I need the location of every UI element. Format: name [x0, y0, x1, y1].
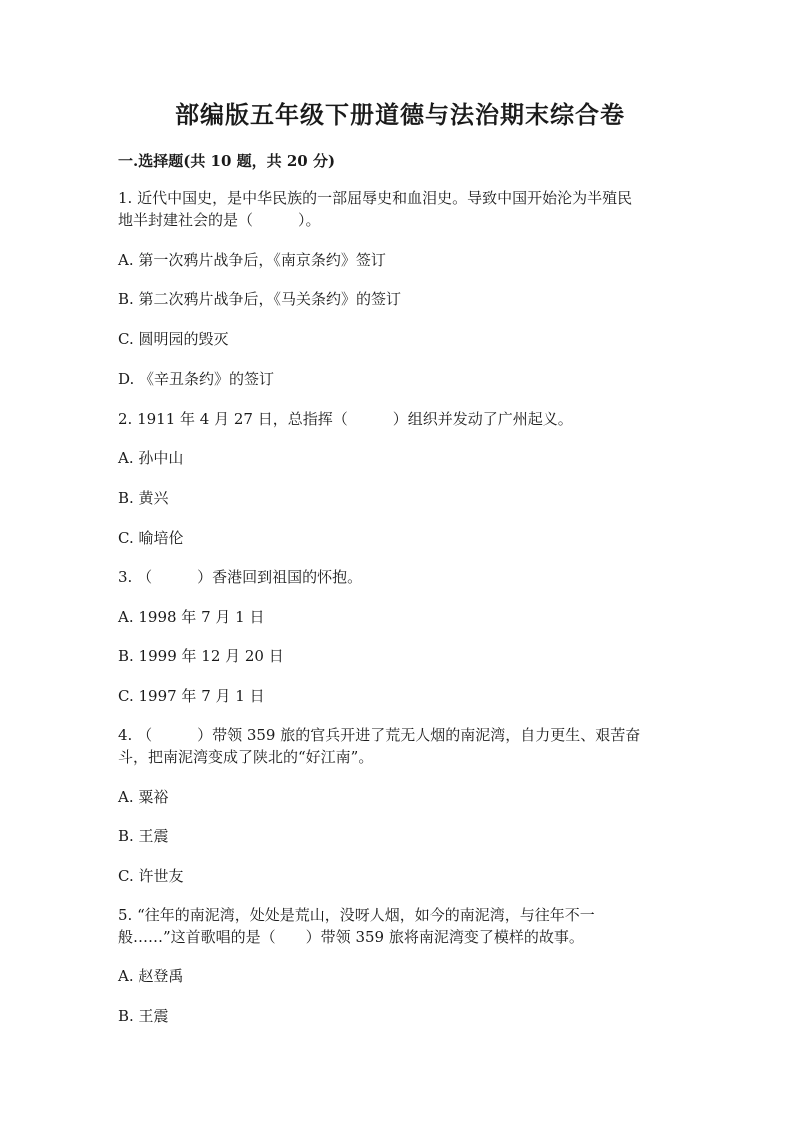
question-5-stem-line-1: 5. “往年的南泥湾，处处是荒山，没呀人烟，如今的南泥湾，与往年不一	[118, 906, 595, 924]
question-2-option-c: C. 喻培伦	[118, 529, 184, 547]
question-1-option-d: D. 《辛丑条约》的签订	[118, 370, 275, 388]
question-3-option-b: B. 1999 年 12 月 20 日	[118, 647, 284, 665]
question-1-option-a: A. 第一次鸦片战争后，《南京条约》签订	[118, 251, 386, 269]
question-1-stem-line-1: 1. 近代中国史，是中华民族的一部屈辱史和血泪史。导致中国开始沦为半殖民	[118, 189, 633, 207]
question-2-stem: 2. 1911 年 4 月 27 日，总指挥（ ）组织并发动了广州起义。	[118, 410, 573, 428]
question-3-option-a: A. 1998 年 7 月 1 日	[118, 608, 265, 626]
question-2-option-a: A. 孙中山	[118, 449, 184, 467]
question-1-option-b: B. 第二次鸦片战争后，《马关条约》的签订	[118, 290, 402, 308]
question-5-stem-line-2: 般……”这首歌唱的是（ ）带领 359 旅将南泥湾变了模样的故事。	[118, 928, 584, 946]
question-4-stem-line-2: 斗，把南泥湾变成了陕北的“好江南”。	[118, 748, 374, 766]
question-4-stem-line-1: 4. （ ）带领 359 旅的官兵开进了荒无人烟的南泥湾，自力更生、艰苦奋	[118, 726, 641, 744]
question-5-option-b: B. 王震	[118, 1007, 169, 1025]
question-4-option-b: B. 王震	[118, 827, 169, 845]
question-2-option-b: B. 黄兴	[118, 489, 169, 507]
question-1-stem-line-2: 地半封建社会的是（ ）。	[118, 211, 321, 229]
question-4-option-c: C. 许世友	[118, 867, 184, 885]
question-5-option-a: A. 赵登禹	[118, 967, 184, 985]
question-3-option-c: C. 1997 年 7 月 1 日	[118, 687, 265, 705]
section-heading: 一.选择题(共 10 题，共 20 分)	[118, 152, 336, 170]
question-3-stem: 3. （ ）香港回到祖国的怀抱。	[118, 568, 363, 586]
question-1-option-c: C. 圆明园的毁灭	[118, 330, 229, 348]
question-4-option-a: A. 粟裕	[118, 788, 169, 806]
exam-title: 部编版五年级下册道德与法治期末综合卷	[175, 100, 625, 129]
